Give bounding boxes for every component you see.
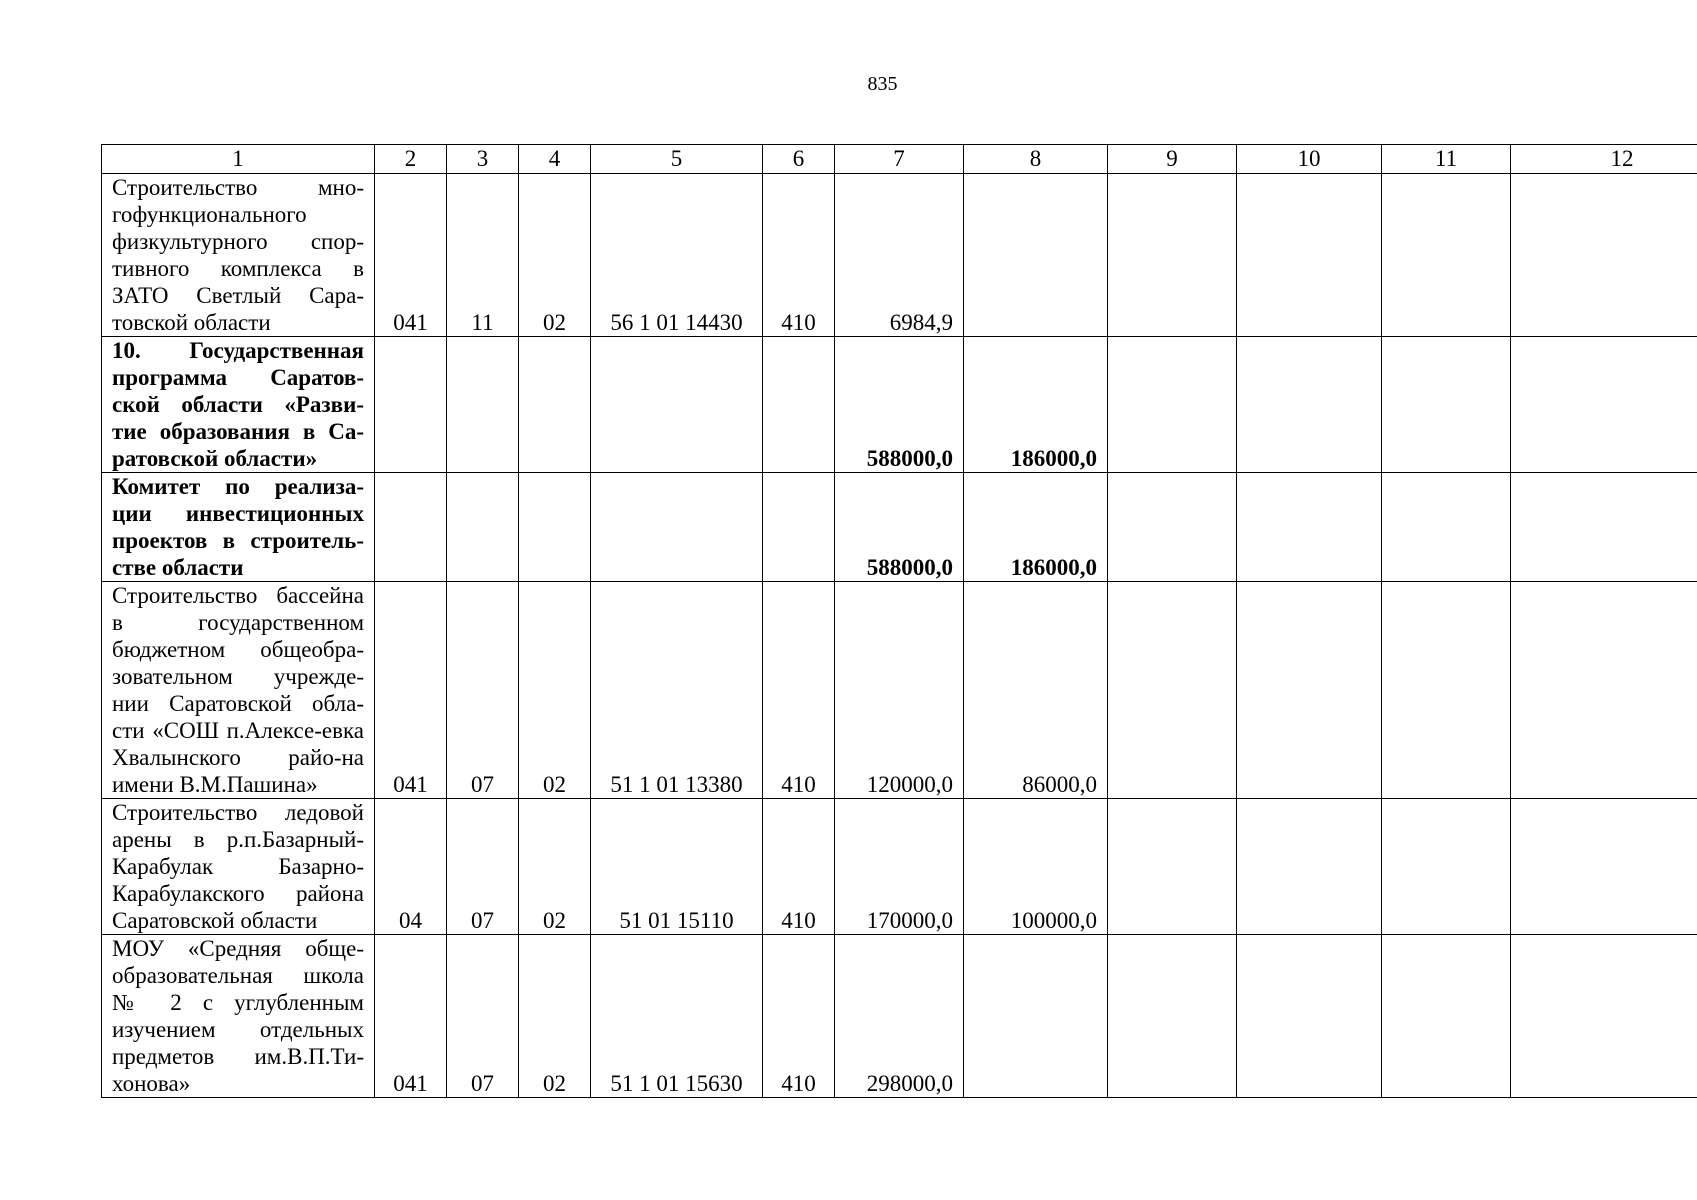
- column-header: 2: [375, 145, 447, 174]
- table-row: [102, 582, 1697, 799]
- amount-cell-11: [1382, 582, 1511, 799]
- amount-cell-7: 170000,0: [835, 799, 964, 935]
- amount-cell-12: [1511, 582, 1697, 799]
- amount-cell-7: 588000,0: [835, 473, 964, 582]
- column-header: 1: [102, 145, 375, 174]
- column-header: 6: [763, 145, 835, 174]
- amount-cell-8: [964, 935, 1108, 1098]
- column-header: 12: [1511, 145, 1697, 174]
- amount-cell-9: [1108, 337, 1237, 473]
- amount-cell-9: [1108, 582, 1237, 799]
- expense-type-cell: 410: [763, 582, 835, 799]
- column-header: 9: [1108, 145, 1237, 174]
- page-number: 835: [867, 73, 898, 95]
- target-article-cell: 56 1 01 14430: [591, 174, 763, 337]
- table-row: [102, 473, 1697, 582]
- row-name-cell: Комитет по реализа-ции инвестиционных проектов в строитель-стве области: [102, 473, 375, 582]
- amount-cell-7: 120000,0: [835, 582, 964, 799]
- table-row: [102, 935, 1697, 1098]
- table-row: [102, 799, 1697, 935]
- amount-cell-8: 186000,0: [964, 473, 1108, 582]
- column-header: 3: [447, 145, 519, 174]
- amount-cell-10: [1237, 935, 1382, 1098]
- table-row: [102, 337, 1697, 473]
- ministry-code-cell: 041: [375, 935, 447, 1098]
- amount-cell-12: [1511, 799, 1697, 935]
- amount-cell-9: [1108, 473, 1237, 582]
- amount-cell-11: [1382, 337, 1511, 473]
- expense-type-cell: 410: [763, 174, 835, 337]
- section-code-cell: [447, 473, 519, 582]
- column-header: 11: [1382, 145, 1511, 174]
- column-header: 10: [1237, 145, 1382, 174]
- amount-cell-10: [1237, 799, 1382, 935]
- target-article-cell: 51 1 01 15630: [591, 935, 763, 1098]
- amount-cell-8: 100000,0: [964, 799, 1108, 935]
- row-name-cell: Строительство бассейна в государственном бюджетном общеобра-зовательном учрежде-нии Саратовской обла-сти «СОШ п.Алексе-евка Хвалынского райо-на имени В.М.Пашина»: [102, 582, 375, 799]
- budget-table: [101, 144, 1697, 1098]
- amount-cell-9: [1108, 799, 1237, 935]
- section-code-cell: 07: [447, 799, 519, 935]
- ministry-code-cell: 041: [375, 582, 447, 799]
- amount-cell-12: [1511, 473, 1697, 582]
- section-code-cell: [447, 337, 519, 473]
- expense-type-cell: 410: [763, 799, 835, 935]
- amount-cell-8: 86000,0: [964, 582, 1108, 799]
- amount-cell-10: [1237, 174, 1382, 337]
- section-code-cell: 11: [447, 174, 519, 337]
- amount-cell-12: [1511, 935, 1697, 1098]
- expense-type-cell: [763, 473, 835, 582]
- row-name-cell: 10. Государственная программа Саратов-ской области «Разви-тие образования в Са-ратовской области»: [102, 337, 375, 473]
- target-article-cell: 51 01 15110: [591, 799, 763, 935]
- column-header: 8: [964, 145, 1108, 174]
- subsection-code-cell: 02: [519, 799, 591, 935]
- target-article-cell: 51 1 01 13380: [591, 582, 763, 799]
- amount-cell-8: [964, 174, 1108, 337]
- amount-cell-9: [1108, 935, 1237, 1098]
- amount-cell-12: [1511, 337, 1697, 473]
- subsection-code-cell: 02: [519, 935, 591, 1098]
- row-name-cell: МОУ «Средняя обще-образовательная школа № 2 с углубленным изучением отдельных предметов им.В.П.Ти-хонова»: [102, 935, 375, 1098]
- amount-cell-10: [1237, 582, 1382, 799]
- amount-cell-7: 6984,9: [835, 174, 964, 337]
- target-article-cell: [591, 337, 763, 473]
- amount-cell-8: 186000,0: [964, 337, 1108, 473]
- amount-cell-11: [1382, 473, 1511, 582]
- row-name-cell: Строительство мно-гофункционального физкультурного спор-тивного комплекса в ЗАТО Светлый Сара-товской области: [102, 174, 375, 337]
- table-header-row: [102, 145, 1697, 174]
- expense-type-cell: [763, 337, 835, 473]
- target-article-cell: [591, 473, 763, 582]
- subsection-code-cell: 02: [519, 582, 591, 799]
- table-row: [102, 174, 1697, 337]
- section-code-cell: 07: [447, 935, 519, 1098]
- amount-cell-10: [1237, 473, 1382, 582]
- amount-cell-11: [1382, 799, 1511, 935]
- amount-cell-12: [1511, 174, 1697, 337]
- row-name-cell: Строительство ледовой арены в р.п.Базарный-Карабулак Базарно-Карабулакского района Саратовской области: [102, 799, 375, 935]
- column-header: 4: [519, 145, 591, 174]
- ministry-code-cell: [375, 473, 447, 582]
- ministry-code-cell: 041: [375, 174, 447, 337]
- amount-cell-7: 588000,0: [835, 337, 964, 473]
- amount-cell-10: [1237, 337, 1382, 473]
- ministry-code-cell: [375, 337, 447, 473]
- column-header: 5: [591, 145, 763, 174]
- amount-cell-9: [1108, 174, 1237, 337]
- subsection-code-cell: 02: [519, 174, 591, 337]
- subsection-code-cell: [519, 337, 591, 473]
- subsection-code-cell: [519, 473, 591, 582]
- amount-cell-7: 298000,0: [835, 935, 964, 1098]
- column-header: 7: [835, 145, 964, 174]
- ministry-code-cell: 04: [375, 799, 447, 935]
- amount-cell-11: [1382, 174, 1511, 337]
- section-code-cell: 07: [447, 582, 519, 799]
- amount-cell-11: [1382, 935, 1511, 1098]
- expense-type-cell: 410: [763, 935, 835, 1098]
